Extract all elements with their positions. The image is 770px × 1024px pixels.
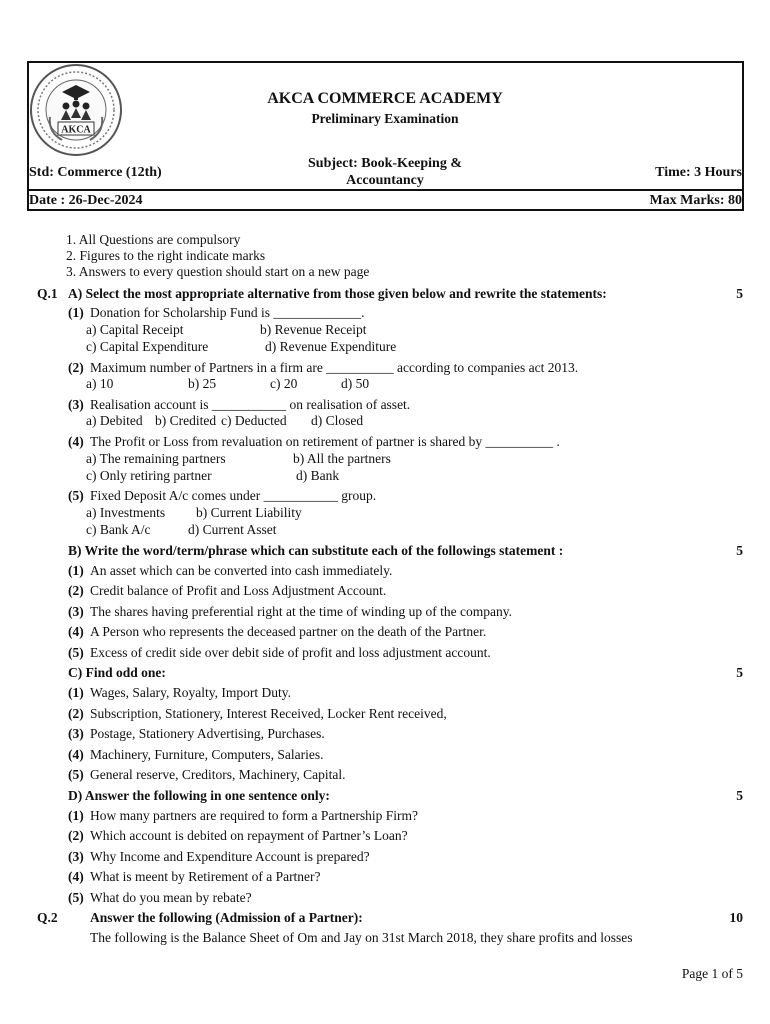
q1b-4-num: (4) <box>68 624 84 639</box>
q1a-4-opt-b: b) All the partners <box>293 451 391 466</box>
q1a-3-text: Realisation account is ___________ on realisation of asset. <box>90 397 411 412</box>
q1c-3-num: (3) <box>68 726 84 741</box>
date-label: Date : 26-Dec-2024 <box>29 193 143 208</box>
q1b-5-text: Excess of credit side over debit side of profit and loss adjustment account. <box>90 645 491 660</box>
q1a-1-opt-c: c) Capital Expenditure <box>86 339 209 354</box>
q1d-4-text: What is meent by Retirement of a Partner? <box>90 869 321 884</box>
q1b-3-text: The shares having preferential right at the time of winding up of the company. <box>90 604 512 619</box>
q1c-2-num: (2) <box>68 706 84 721</box>
q1d-heading: D) Answer the following in one sentence only: <box>68 788 330 803</box>
q1a-5-text: Fixed Deposit A/c comes under ___________ group. <box>90 488 377 503</box>
q1d-5-text: What do you mean by rebate? <box>90 890 252 905</box>
q1a-5-opt-a: a) Investments <box>86 505 166 520</box>
q1d-3-num: (3) <box>68 849 84 864</box>
q1a-2-opt-a: a) 10 <box>86 376 114 391</box>
q1c-heading: C) Find odd one: <box>68 665 166 680</box>
std-label: Std: Commerce (12th) <box>29 165 162 180</box>
q1a-5-opt-c: c) Bank A/c <box>86 522 151 537</box>
max-marks: Max Marks: 80 <box>649 193 742 208</box>
q1c-4-text: Machinery, Furniture, Computers, Salaries. <box>90 747 324 762</box>
q1c-1-num: (1) <box>68 685 84 700</box>
q1a-2-opt-c: c) 20 <box>270 376 298 391</box>
q1b-2-num: (2) <box>68 583 84 598</box>
q1d-5-num: (5) <box>68 890 84 905</box>
q1a-1-opt-a: a) Capital Receipt <box>86 322 184 337</box>
q1b-1-text: An asset which can be converted into cash immediately. <box>90 563 393 578</box>
instruction-3: 3. Answers to every question should start on a new page <box>66 264 370 279</box>
q1b-heading: B) Write the word/term/phrase which can substitute each of the followings statement : <box>68 543 564 558</box>
q1a-1-opt-d: d) Revenue Expenditure <box>265 339 397 354</box>
q1a-2-text: Maximum number of Partners in a firm are __________ according to companies act 2013. <box>90 360 579 375</box>
q1a-5-opt-d: d) Current Asset <box>188 522 277 537</box>
q1a-4-opt-d: d) Bank <box>296 468 340 483</box>
q1a-2-num: (2) <box>68 360 84 375</box>
q1c-marks: 5 <box>736 665 743 680</box>
q1a-4-opt-c: c) Only retiring partner <box>86 468 212 483</box>
q1a-5-num: (5) <box>68 488 84 503</box>
q1b-1-num: (1) <box>68 563 84 578</box>
q1a-2-opt-b: b) 25 <box>188 376 217 391</box>
q1a-5-opt-b: b) Current Liability <box>196 505 302 520</box>
q1a-4-num: (4) <box>68 434 84 449</box>
q1c-3-text: Postage, Stationery Advertising, Purchases. <box>90 726 325 741</box>
q1a-marks: 5 <box>736 286 743 301</box>
q1d-1-text: How many partners are required to form a Partnership Firm? <box>90 808 419 823</box>
exam-title: Preliminary Examination <box>311 111 459 126</box>
q2-marks: 10 <box>729 910 743 925</box>
q1a-2-opt-d: d) 50 <box>341 376 370 391</box>
q1a-3-opt-d: d) Closed <box>311 413 364 428</box>
q1a-4-opt-a: a) The remaining partners <box>86 451 226 466</box>
q1d-4-num: (4) <box>68 869 84 884</box>
page-number: Page 1 of 5 <box>681 966 743 981</box>
q1c-2-text: Subscription, Stationery, Interest Received, Locker Rent received, <box>90 706 447 721</box>
subject-line1: Subject: Book-Keeping & <box>308 156 462 171</box>
q1a-4-text: The Profit or Loss from revaluation on retirement of partner is shared by __________ . <box>90 434 560 449</box>
q1a-3-num: (3) <box>68 397 84 412</box>
q2-heading: Answer the following (Admission of a Partner): <box>90 910 363 925</box>
subject-line2: Accountancy <box>346 173 424 188</box>
q1a-1-num: (1) <box>68 305 84 320</box>
q1a-1-text: Donation for Scholarship Fund is _____________. <box>90 305 365 320</box>
q1a-3-opt-b: b) Credited <box>155 413 217 428</box>
q1-number: Q.1 <box>37 286 58 301</box>
q1b-4-text: A Person who represents the deceased partner on the death of the Partner. <box>90 624 487 639</box>
q1a-heading: A) Select the most appropriate alternative from those given below and rewrite the statements: <box>68 286 607 301</box>
q1c-1-text: Wages, Salary, Royalty, Import Duty. <box>90 685 291 700</box>
q1b-2-text: Credit balance of Profit and Loss Adjustment Account. <box>90 583 387 598</box>
q1a-3-opt-c: c) Deducted <box>221 413 287 428</box>
q1d-2-num: (2) <box>68 828 84 843</box>
header-divider <box>27 189 744 191</box>
instruction-1: 1. All Questions are compulsory <box>66 232 241 247</box>
q1c-5-text: General reserve, Creditors, Machinery, Capital. <box>90 767 346 782</box>
q1d-marks: 5 <box>736 788 743 803</box>
academy-logo <box>28 62 124 158</box>
instruction-2: 2. Figures to the right indicate marks <box>66 248 266 263</box>
q1b-5-num: (5) <box>68 645 84 660</box>
q1b-3-num: (3) <box>68 604 84 619</box>
time-label: Time: 3 Hours <box>655 165 742 180</box>
q1c-4-num: (4) <box>68 747 84 762</box>
q1d-3-text: Why Income and Expenditure Account is prepared? <box>90 849 370 864</box>
q1a-1-opt-b: b) Revenue Receipt <box>260 322 367 337</box>
q2-text: The following is the Balance Sheet of Om and Jay on 31st March 2018, they share profits and losses <box>90 930 633 945</box>
q2-number: Q.2 <box>37 910 58 925</box>
logo-text: AKCA <box>61 124 91 136</box>
academy-name: AKCA COMMERCE ACADEMY <box>267 90 503 107</box>
q1d-1-num: (1) <box>68 808 84 823</box>
q1c-5-num: (5) <box>68 767 84 782</box>
q1b-marks: 5 <box>736 543 743 558</box>
q1a-3-opt-a: a) Debited <box>86 413 143 428</box>
q1d-2-text: Which account is debited on repayment of Partner’s Loan? <box>90 828 408 843</box>
